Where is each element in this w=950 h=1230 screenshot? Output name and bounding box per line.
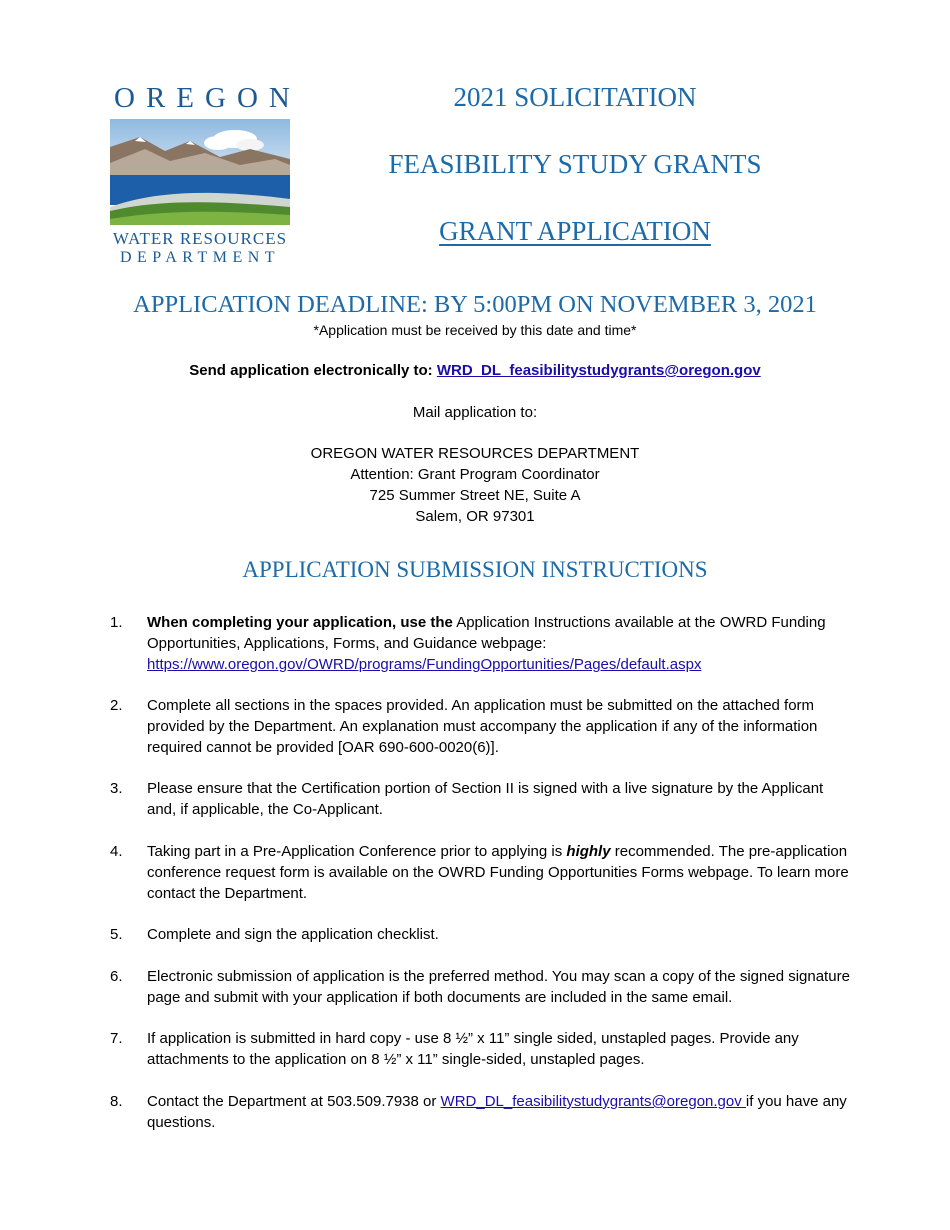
mail-address-line: OREGON WATER RESOURCES DEPARTMENT bbox=[310, 445, 640, 462]
list-number: 1. bbox=[110, 614, 123, 631]
send-electronic-line bbox=[0, 362, 950, 380]
list-text: Electronic submission of application is the preferred method. You may scan a copy of the signed signature page and submit with your application if both documents are included in the same email. bbox=[147, 968, 850, 1006]
list-text bbox=[147, 612, 850, 675]
logo-subtitle-line1: WATER RESOURCES bbox=[112, 229, 288, 248]
list-plain-text: Contact the Department at 503.509.7938 or bbox=[147, 1093, 441, 1110]
instructions-heading: APPLICATION SUBMISSION INSTRUCTIONS bbox=[242, 557, 708, 582]
title-grant-application: GRANT APPLICATION bbox=[439, 216, 711, 246]
list-plain-text: Taking part in a Pre-Application Conference prior to applying is bbox=[147, 843, 567, 860]
mail-label: Mail application to: bbox=[412, 404, 538, 421]
funding-opportunities-link[interactable]: https://www.oregon.gov/OWRD/programs/FundingOpportunities/Pages/default.aspx bbox=[147, 656, 702, 673]
owrd-logo bbox=[110, 82, 301, 266]
logo-title: OREGON bbox=[114, 82, 301, 114]
list-number: 8. bbox=[110, 1093, 123, 1110]
list-number: 5. bbox=[110, 926, 123, 943]
logo-landscape-icon bbox=[110, 119, 290, 225]
list-number: 4. bbox=[110, 843, 123, 860]
list-text: If application is submitted in hard copy - use 8 ½” x 11” single sided, unstapled pages. Provide any attachments to the application on 8 ½” x 11” single-sided, unstapled pages. bbox=[147, 1030, 799, 1068]
title-solicitation: 2021 SOLICITATION bbox=[453, 82, 697, 112]
mail-address-line: 725 Summer Street NE, Suite A bbox=[369, 487, 581, 504]
list-plain-text: if you have any questions. bbox=[147, 1093, 847, 1131]
list-bold-text: When completing your application, use the bbox=[147, 614, 453, 631]
list-number: 6. bbox=[110, 968, 123, 985]
deadline-note: *Application must be received by this date and time* bbox=[313, 322, 637, 338]
contact-email-link[interactable]: WRD_DL_feasibilitystudygrants@oregon.gov bbox=[440, 1093, 746, 1110]
list-text bbox=[147, 841, 850, 904]
title-program: FEASIBILITY STUDY GRANTS bbox=[388, 149, 762, 179]
send-email-link[interactable]: WRD_DL_feasibilitystudygrants@oregon.gov bbox=[436, 362, 761, 379]
send-label: Send application electronically to: bbox=[189, 362, 433, 379]
deadline-heading: APPLICATION DEADLINE: BY 5:00PM ON NOVEMBER 3, 2021 bbox=[133, 291, 817, 318]
list-text: Complete and sign the application checklist. bbox=[147, 926, 439, 943]
mail-address-line: Salem, OR 97301 bbox=[415, 508, 535, 525]
list-number: 3. bbox=[110, 780, 123, 797]
logo-subtitle-line2: DEPARTMENT bbox=[119, 249, 281, 266]
list-number: 2. bbox=[110, 697, 123, 714]
list-text bbox=[147, 1091, 850, 1133]
list-text: Complete all sections in the spaces provided. An application must be submitted on the attached form provided by the Department. An explanation must accompany the application if any of the information required cannot be provided [OAR 690-600-0020(6)]. bbox=[147, 697, 818, 756]
mail-address-line: Attention: Grant Program Coordinator bbox=[350, 466, 600, 483]
list-text: Please ensure that the Certification portion of Section II is signed with a live signature by the Applicant and, if applicable, the Co-Applicant. bbox=[147, 780, 824, 818]
list-number: 7. bbox=[110, 1030, 123, 1047]
list-emphasis-text: highly bbox=[566, 843, 611, 860]
list-plain-text: Application Instructions available at the OWRD Funding Opportunities, Applications, Forms, and Guidance webpage: bbox=[147, 614, 826, 652]
list-plain-text: recommended. The pre-application conference request form is available on the OWRD Funding Opportunities Forms webpage. To learn more contact the Department. bbox=[147, 843, 849, 902]
